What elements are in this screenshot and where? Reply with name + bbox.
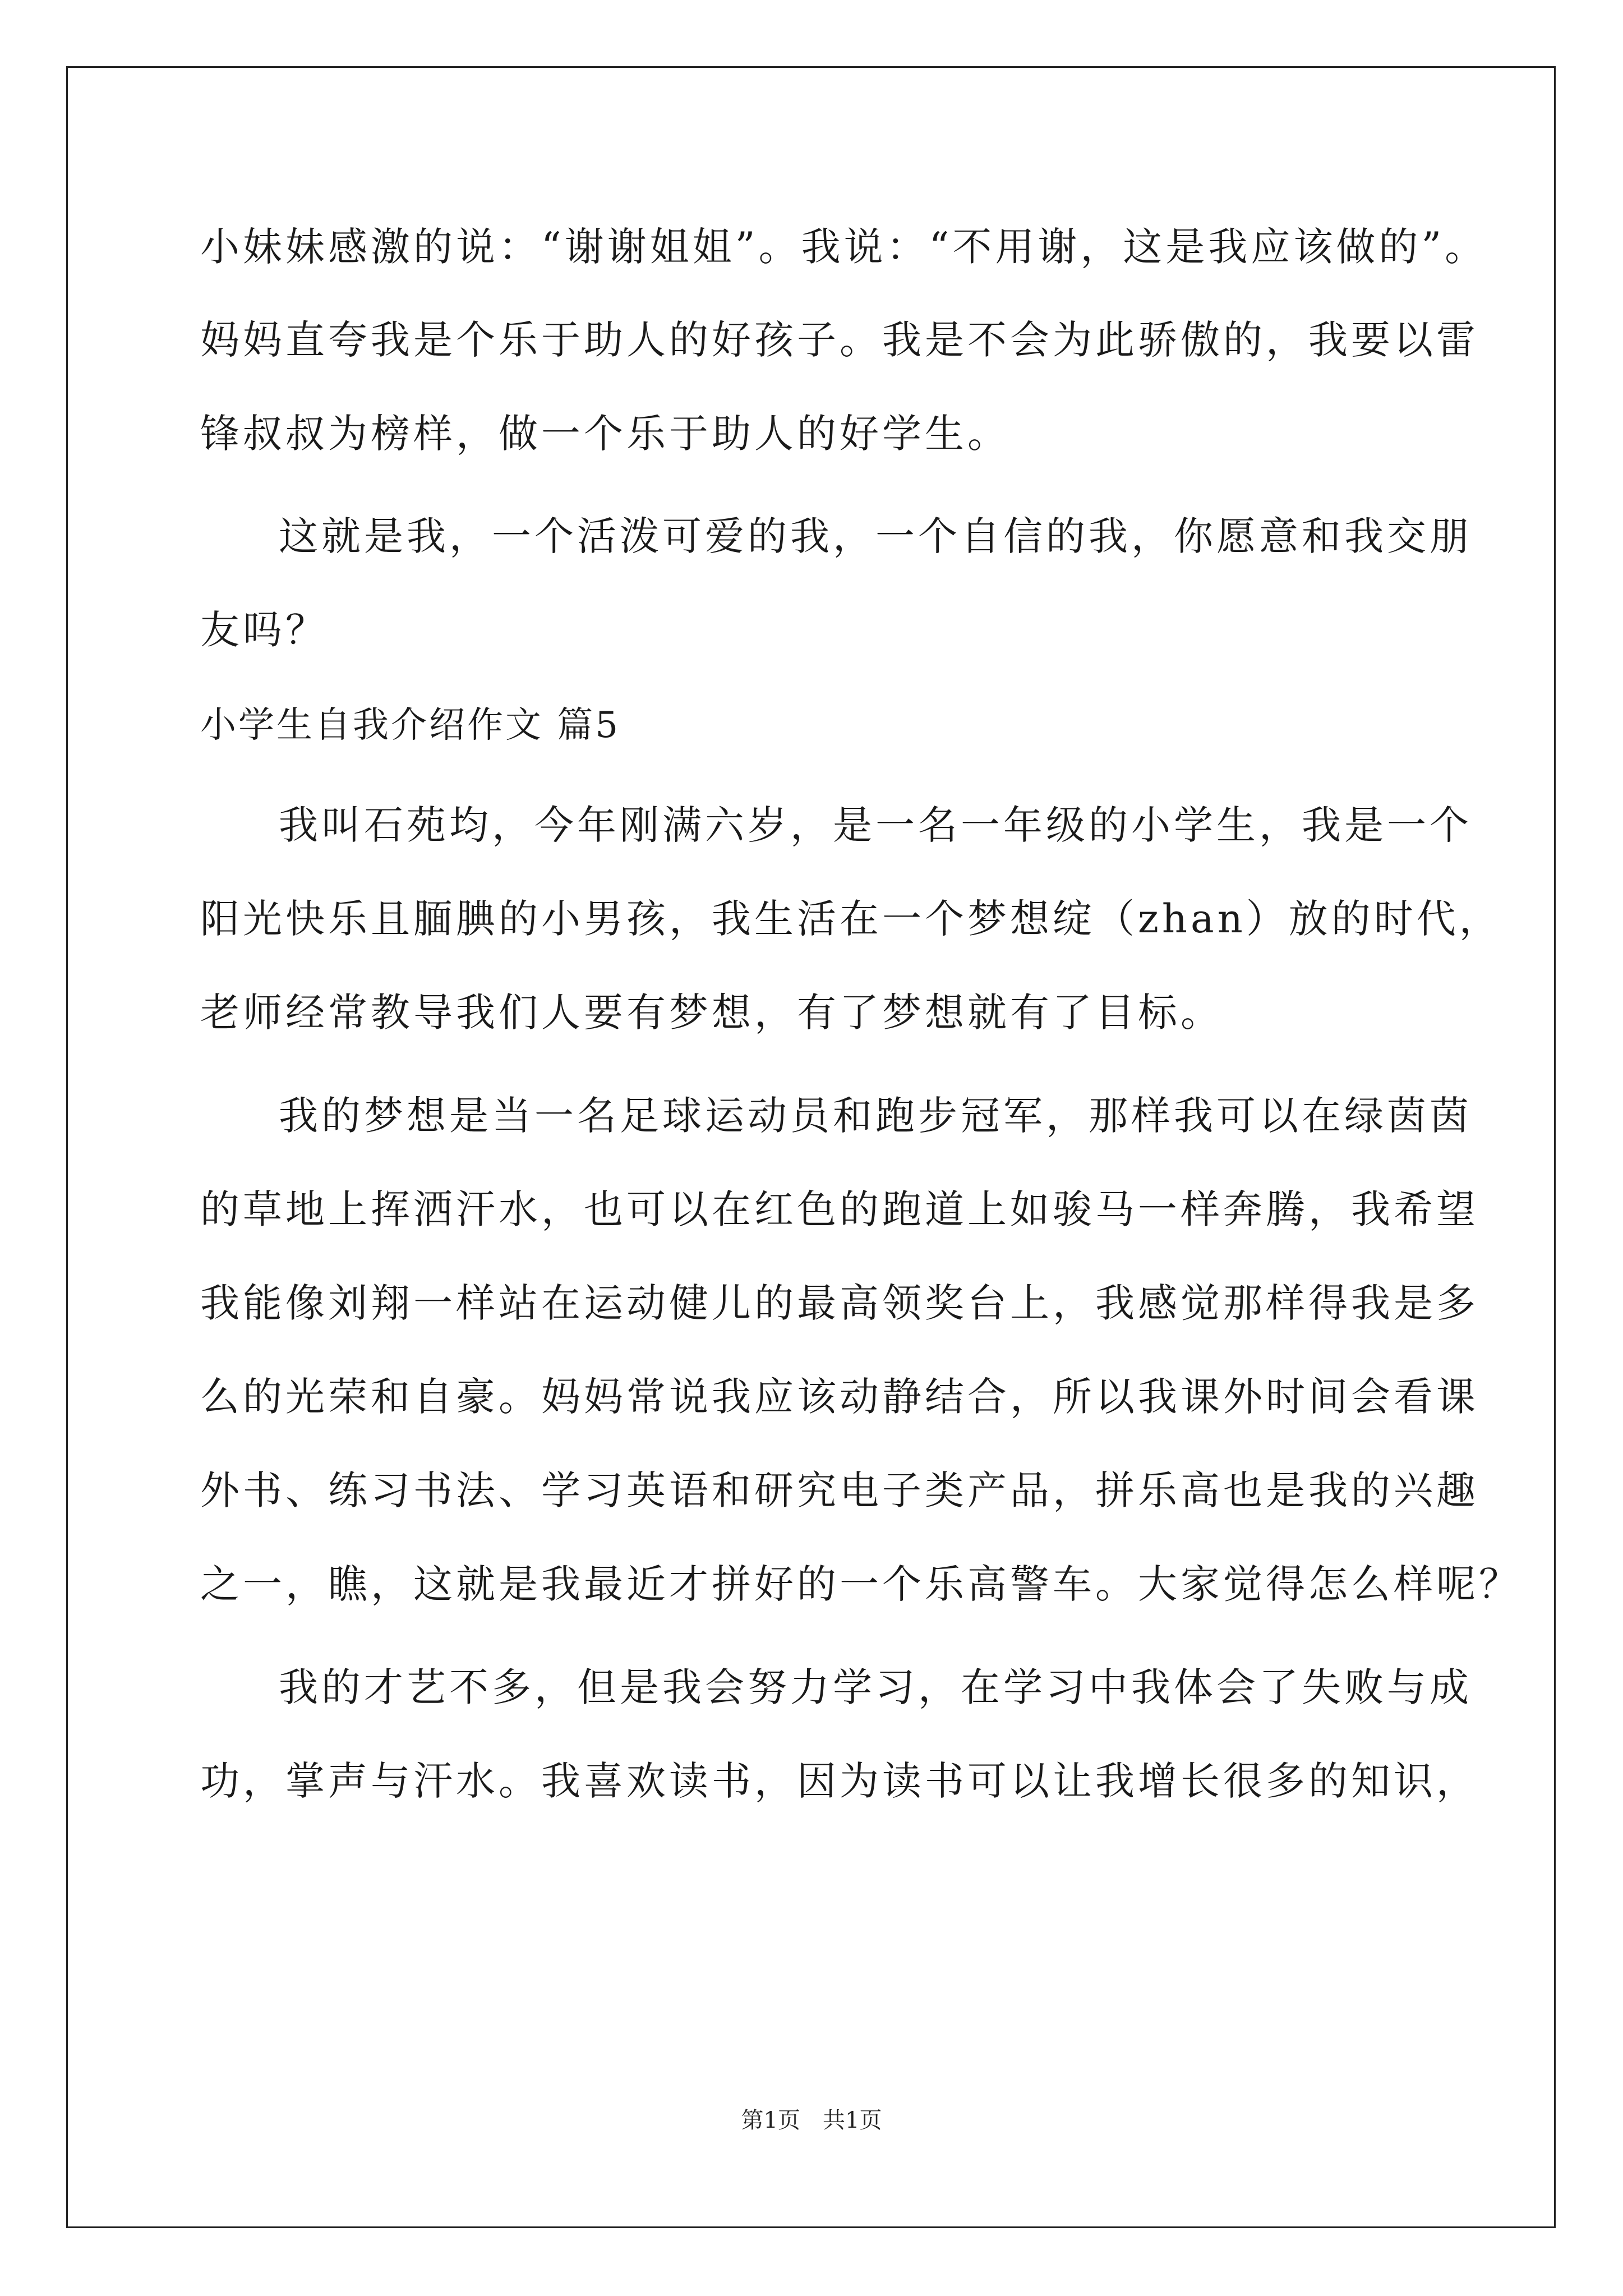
page-footer: 第1页 共1页 — [741, 2108, 882, 2133]
text-line: 妈妈直夸我是个乐于助人的好孩子。我是不会为此骄傲的，我要以雷 — [200, 317, 1479, 363]
text-line: 小妹妹感激的说：“谢谢姐姐”。我说：“不用谢，这是我应该做的”。 — [200, 224, 1488, 270]
text-line: 我能像刘翔一样站在运动健儿的最高领奖台上，我感觉那样得我是多 — [200, 1280, 1479, 1326]
text-line: 这就是我，一个活泼可爱的我，一个自信的我，你愿意和我交朋 — [279, 513, 1472, 559]
text-line: 锋叔叔为榜样，做一个乐于助人的好学生。 — [200, 411, 1010, 457]
text-line: 外书、练习书法、学习英语和研究电子类产品，拼乐高也是我的兴趣 — [200, 1467, 1479, 1513]
text-line: 的草地上挥洒汗水，也可以在红色的跑道上如骏马一样奔腾，我希望 — [200, 1186, 1479, 1232]
text-line: 老师经常教导我们人要有梦想，有了梦想就有了目标。 — [200, 990, 1223, 1036]
text-line: 我叫石苑均，今年刚满六岁，是一名一年级的小学生，我是一个 — [279, 802, 1472, 848]
section-heading: 小学生自我介绍作文 篇5 — [200, 705, 621, 746]
text-line: 之一，瞧，这就是我最近才拼好的一个乐高警车。大家觉得怎么样呢？ — [200, 1561, 1521, 1607]
text-line: 我的梦想是当一名足球运动员和跑步冠军，那样我可以在绿茵茵 — [279, 1093, 1472, 1139]
text-line: 友吗？ — [200, 607, 328, 653]
page-border — [66, 66, 1556, 2228]
text-line: 么的光荣和自豪。妈妈常说我应该动静结合，所以我课外时间会看课 — [200, 1374, 1479, 1420]
text-line: 阳光快乐且腼腆的小男孩，我生活在一个梦想绽（zhan）放的时代， — [200, 896, 1502, 942]
text-line: 我的才艺不多，但是我会努力学习，在学习中我体会了失败与成 — [279, 1664, 1472, 1710]
text-line: 功，掌声与汗水。我喜欢读书，因为读书可以让我增长很多的知识， — [200, 1758, 1479, 1804]
